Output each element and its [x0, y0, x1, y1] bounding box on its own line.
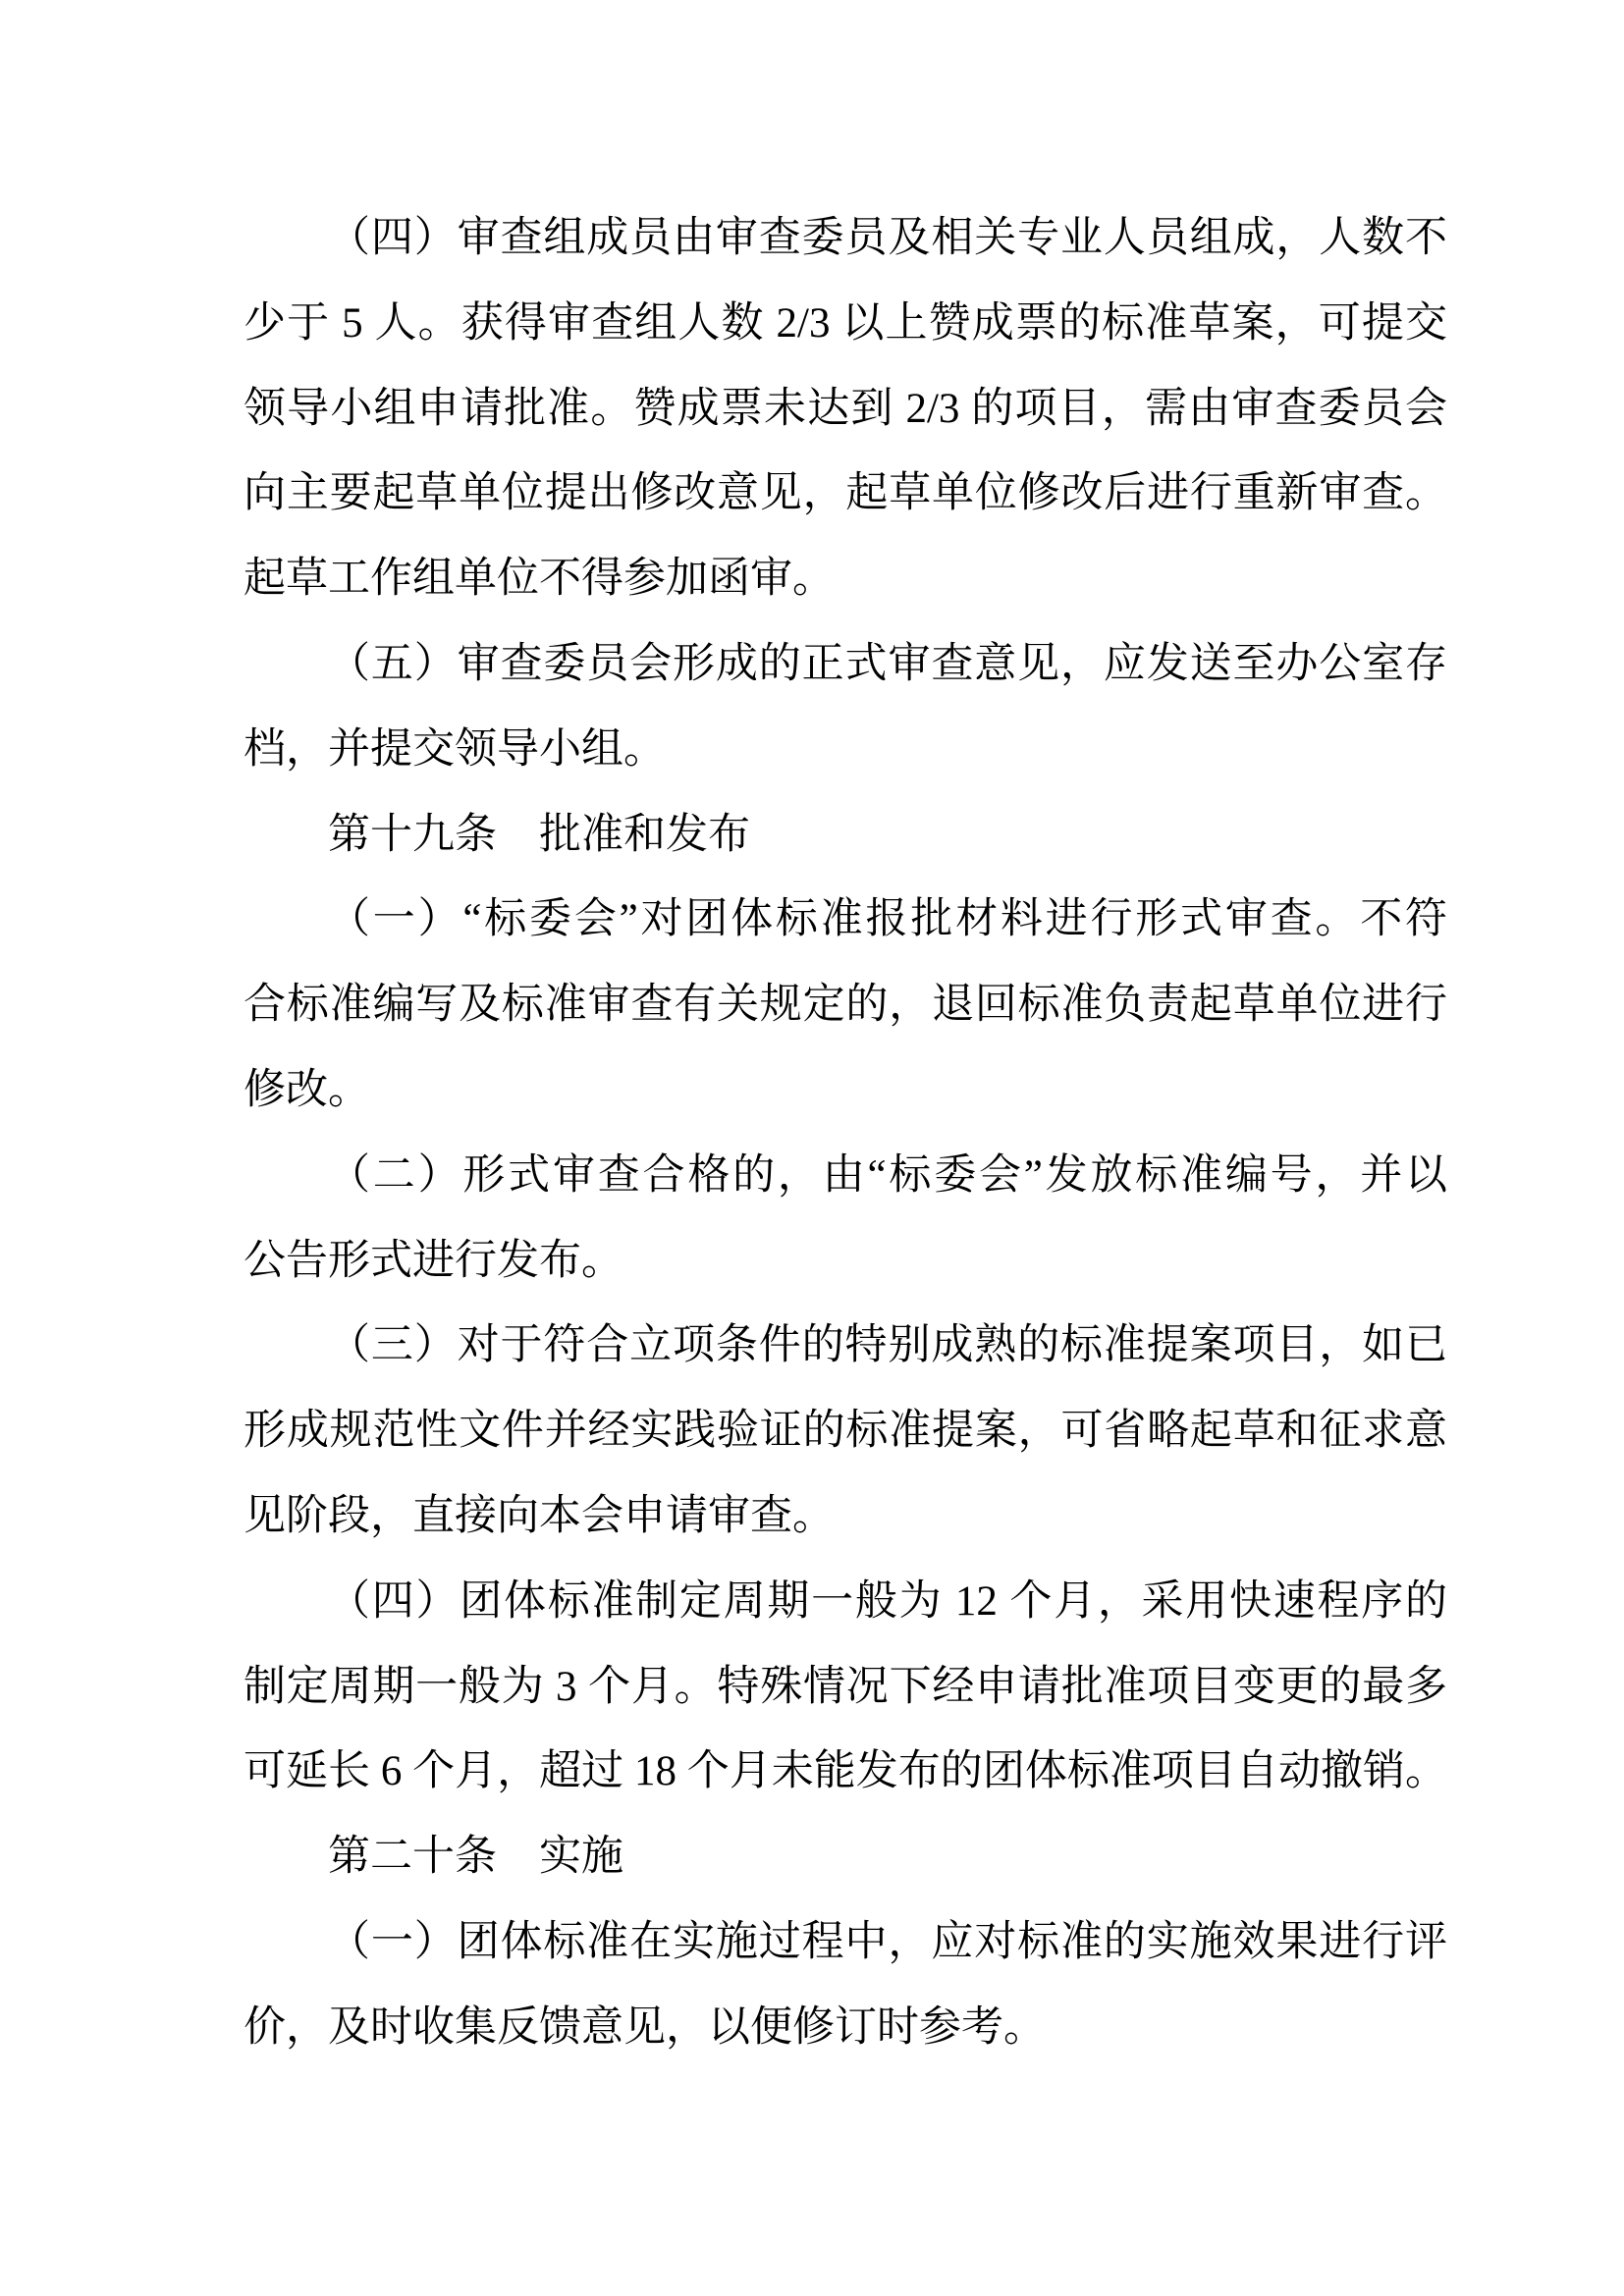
text-line: （三）对于符合立项条件的特别成熟的标准提案项目，如已 — [328, 1322, 1447, 1369]
text-line: 制定周期一般为 3 个月。特殊情况下经申请批准项目变更的最多 — [244, 1663, 1447, 1710]
text-line: （四）审查组成员由审查委员及相关专业人员组成，人数不 — [328, 215, 1447, 261]
text-line: 形成规范性文件并经实践验证的标准提案，可省略起草和征求意 — [244, 1408, 1447, 1455]
text-line: 领导小组申请批准。赞成票未达到 2/3 的项目，需由审查委员会 — [244, 385, 1447, 432]
text-line: （四）团体标准制定周期一般为 12 个月，采用快速程序的 — [328, 1577, 1447, 1625]
text-line: 价，及时收集反馈意见，以便修订时参考。 — [244, 2003, 1046, 2051]
text-line: （一）“标委会”对团体标准报批材料进行形式审查。不符 — [328, 896, 1447, 943]
text-line: （五）审查委员会形成的正式审查意见，应发送至办公室存 — [328, 640, 1447, 687]
text-line: 见阶段，直接向本会申请审查。 — [244, 1492, 835, 1539]
text-line: 合标准编写及标准审查有关规定的，退回标准负责起草单位进行 — [244, 982, 1447, 1029]
text-line: （一）团体标准在实施过程中，应对标准的实施效果进行评 — [328, 1918, 1447, 1965]
section-heading: 第二十条 实施 — [328, 1834, 623, 1881]
section-heading: 第十九条 批准和发布 — [328, 811, 750, 858]
text-line: 公告形式进行发布。 — [244, 1237, 623, 1284]
text-line: 修改。 — [244, 1066, 370, 1113]
text-line: 少于 5 人。获得审查组人数 2/3 以上赞成票的标准草案，可提交 — [244, 299, 1447, 347]
text-line: 起草工作组单位不得参加函审。 — [244, 556, 835, 603]
document-body — [244, 196, 1447, 2071]
text-line: 可延长 6 个月，超过 18 个月未能发布的团体标准项目自动撤销。 — [244, 1748, 1447, 1795]
text-line: 向主要起草单位提出修改意见，起草单位修改后进行重新审查。 — [244, 470, 1447, 517]
text-line: 档，并提交领导小组。 — [244, 725, 666, 773]
text-line: （二）形式审查合格的，由“标委会”发放标准编号，并以 — [328, 1151, 1447, 1199]
